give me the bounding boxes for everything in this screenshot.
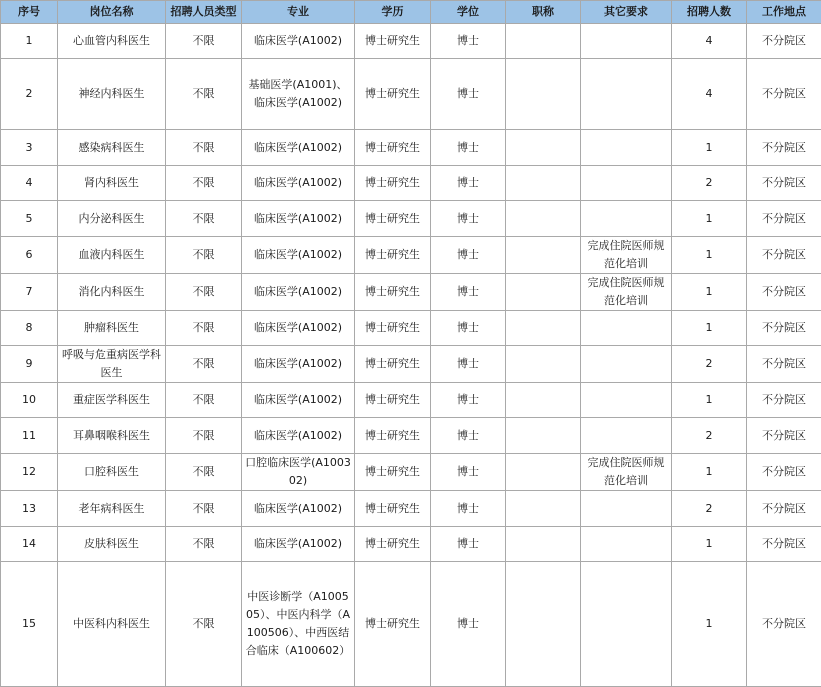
cell-other bbox=[581, 311, 672, 346]
cell-title bbox=[506, 274, 581, 311]
cell-title bbox=[506, 383, 581, 418]
cell-degree: 博士 bbox=[431, 274, 506, 311]
cell-major: 临床医学(A1002) bbox=[242, 418, 355, 454]
cell-type: 不限 bbox=[166, 491, 242, 527]
cell-count: 1 bbox=[672, 562, 747, 687]
cell-degree: 博士 bbox=[431, 166, 506, 201]
cell-major: 临床医学(A1002) bbox=[242, 527, 355, 562]
cell-type: 不限 bbox=[166, 274, 242, 311]
table-row bbox=[1, 527, 821, 562]
cell-major: 临床医学(A1002) bbox=[242, 201, 355, 237]
cell-count: 4 bbox=[672, 24, 747, 59]
col-header-count: 招聘人数 bbox=[672, 1, 747, 24]
cell-major: 基础医学(A1001)、临床医学(A1002) bbox=[242, 59, 355, 130]
cell-education: 博士研究生 bbox=[355, 383, 431, 418]
table-row bbox=[1, 24, 821, 59]
cell-other bbox=[581, 383, 672, 418]
cell-count: 1 bbox=[672, 274, 747, 311]
table-body bbox=[1, 24, 821, 687]
cell-position: 消化内科医生 bbox=[58, 274, 166, 311]
col-header-type: 招聘人员类型 bbox=[166, 1, 242, 24]
cell-other bbox=[581, 527, 672, 562]
cell-no: 11 bbox=[1, 418, 58, 454]
cell-other: 完成住院医师规范化培训 bbox=[581, 274, 672, 311]
col-header-position: 岗位名称 bbox=[58, 1, 166, 24]
cell-no: 14 bbox=[1, 527, 58, 562]
table-row bbox=[1, 346, 821, 383]
cell-position: 内分泌科医生 bbox=[58, 201, 166, 237]
cell-count: 1 bbox=[672, 130, 747, 166]
cell-type: 不限 bbox=[166, 383, 242, 418]
cell-major: 中医诊断学（A100505）、中医内科学（A100506）、中西医结合临床（A100602） bbox=[242, 562, 355, 687]
cell-degree: 博士 bbox=[431, 346, 506, 383]
cell-other bbox=[581, 418, 672, 454]
cell-location: 不分院区 bbox=[747, 454, 821, 491]
cell-location: 不分院区 bbox=[747, 24, 821, 59]
cell-type: 不限 bbox=[166, 311, 242, 346]
cell-education: 博士研究生 bbox=[355, 237, 431, 274]
cell-count: 2 bbox=[672, 418, 747, 454]
cell-location: 不分院区 bbox=[747, 491, 821, 527]
cell-major: 口腔临床医学(A100302) bbox=[242, 454, 355, 491]
cell-education: 博士研究生 bbox=[355, 24, 431, 59]
cell-location: 不分院区 bbox=[747, 311, 821, 346]
col-header-location: 工作地点 bbox=[747, 1, 821, 24]
cell-count: 1 bbox=[672, 237, 747, 274]
cell-degree: 博士 bbox=[431, 24, 506, 59]
cell-other: 完成住院医师规范化培训 bbox=[581, 454, 672, 491]
cell-position: 心血管内科医生 bbox=[58, 24, 166, 59]
cell-major: 临床医学(A1002) bbox=[242, 311, 355, 346]
cell-type: 不限 bbox=[166, 237, 242, 274]
cell-education: 博士研究生 bbox=[355, 59, 431, 130]
cell-other bbox=[581, 562, 672, 687]
cell-title bbox=[506, 130, 581, 166]
cell-title bbox=[506, 59, 581, 130]
cell-count: 1 bbox=[672, 454, 747, 491]
col-header-other: 其它要求 bbox=[581, 1, 672, 24]
cell-education: 博士研究生 bbox=[355, 311, 431, 346]
cell-education: 博士研究生 bbox=[355, 418, 431, 454]
cell-title bbox=[506, 311, 581, 346]
cell-degree: 博士 bbox=[431, 237, 506, 274]
cell-type: 不限 bbox=[166, 346, 242, 383]
cell-position: 重症医学科医生 bbox=[58, 383, 166, 418]
cell-education: 博士研究生 bbox=[355, 527, 431, 562]
cell-education: 博士研究生 bbox=[355, 130, 431, 166]
table-row bbox=[1, 418, 821, 454]
cell-no: 9 bbox=[1, 346, 58, 383]
cell-title bbox=[506, 166, 581, 201]
cell-position: 皮肤科医生 bbox=[58, 527, 166, 562]
cell-degree: 博士 bbox=[431, 383, 506, 418]
cell-position: 耳鼻咽喉科医生 bbox=[58, 418, 166, 454]
col-header-no: 序号 bbox=[1, 1, 58, 24]
cell-count: 2 bbox=[672, 346, 747, 383]
cell-degree: 博士 bbox=[431, 201, 506, 237]
cell-other bbox=[581, 130, 672, 166]
table-row bbox=[1, 311, 821, 346]
cell-major: 临床医学(A1002) bbox=[242, 237, 355, 274]
cell-location: 不分院区 bbox=[747, 418, 821, 454]
cell-degree: 博士 bbox=[431, 491, 506, 527]
cell-type: 不限 bbox=[166, 418, 242, 454]
cell-type: 不限 bbox=[166, 201, 242, 237]
cell-title bbox=[506, 201, 581, 237]
col-header-major: 专业 bbox=[242, 1, 355, 24]
cell-other bbox=[581, 166, 672, 201]
table-row bbox=[1, 491, 821, 527]
cell-title bbox=[506, 346, 581, 383]
cell-degree: 博士 bbox=[431, 59, 506, 130]
cell-education: 博士研究生 bbox=[355, 346, 431, 383]
cell-no: 15 bbox=[1, 562, 58, 687]
cell-major: 临床医学(A1002) bbox=[242, 24, 355, 59]
cell-type: 不限 bbox=[166, 59, 242, 130]
cell-no: 3 bbox=[1, 130, 58, 166]
cell-education: 博士研究生 bbox=[355, 562, 431, 687]
cell-position: 神经内科医生 bbox=[58, 59, 166, 130]
cell-no: 5 bbox=[1, 201, 58, 237]
table-row bbox=[1, 201, 821, 237]
cell-location: 不分院区 bbox=[747, 274, 821, 311]
cell-title bbox=[506, 418, 581, 454]
cell-education: 博士研究生 bbox=[355, 274, 431, 311]
cell-count: 1 bbox=[672, 311, 747, 346]
table-row bbox=[1, 383, 821, 418]
table-row bbox=[1, 59, 821, 130]
cell-degree: 博士 bbox=[431, 418, 506, 454]
cell-no: 13 bbox=[1, 491, 58, 527]
cell-title bbox=[506, 237, 581, 274]
table-row bbox=[1, 130, 821, 166]
cell-other bbox=[581, 346, 672, 383]
cell-count: 1 bbox=[672, 201, 747, 237]
cell-position: 感染病科医生 bbox=[58, 130, 166, 166]
cell-education: 博士研究生 bbox=[355, 491, 431, 527]
cell-location: 不分院区 bbox=[747, 383, 821, 418]
cell-type: 不限 bbox=[166, 454, 242, 491]
cell-degree: 博士 bbox=[431, 527, 506, 562]
cell-title bbox=[506, 491, 581, 527]
cell-position: 血液内科医生 bbox=[58, 237, 166, 274]
cell-count: 1 bbox=[672, 383, 747, 418]
cell-count: 2 bbox=[672, 491, 747, 527]
cell-type: 不限 bbox=[166, 130, 242, 166]
cell-no: 12 bbox=[1, 454, 58, 491]
cell-position: 老年病科医生 bbox=[58, 491, 166, 527]
table-row bbox=[1, 454, 821, 491]
cell-major: 临床医学(A1002) bbox=[242, 166, 355, 201]
cell-no: 7 bbox=[1, 274, 58, 311]
table-row bbox=[1, 274, 821, 311]
cell-education: 博士研究生 bbox=[355, 454, 431, 491]
col-header-degree: 学位 bbox=[431, 1, 506, 24]
table-row bbox=[1, 562, 821, 687]
cell-location: 不分院区 bbox=[747, 59, 821, 130]
cell-major: 临床医学(A1002) bbox=[242, 491, 355, 527]
col-header-education: 学历 bbox=[355, 1, 431, 24]
cell-count: 1 bbox=[672, 527, 747, 562]
cell-degree: 博士 bbox=[431, 130, 506, 166]
cell-other bbox=[581, 59, 672, 130]
cell-count: 2 bbox=[672, 166, 747, 201]
cell-major: 临床医学(A1002) bbox=[242, 274, 355, 311]
cell-education: 博士研究生 bbox=[355, 201, 431, 237]
cell-no: 8 bbox=[1, 311, 58, 346]
cell-type: 不限 bbox=[166, 166, 242, 201]
table-row bbox=[1, 237, 821, 274]
cell-location: 不分院区 bbox=[747, 237, 821, 274]
cell-type: 不限 bbox=[166, 527, 242, 562]
header-row bbox=[1, 1, 821, 24]
cell-major: 临床医学(A1002) bbox=[242, 346, 355, 383]
cell-location: 不分院区 bbox=[747, 201, 821, 237]
table-row bbox=[1, 166, 821, 201]
cell-other bbox=[581, 491, 672, 527]
cell-location: 不分院区 bbox=[747, 527, 821, 562]
cell-other bbox=[581, 24, 672, 59]
cell-position: 肿瘤科医生 bbox=[58, 311, 166, 346]
cell-degree: 博士 bbox=[431, 454, 506, 491]
cell-other: 完成住院医师规范化培训 bbox=[581, 237, 672, 274]
cell-no: 4 bbox=[1, 166, 58, 201]
col-header-title: 职称 bbox=[506, 1, 581, 24]
cell-location: 不分院区 bbox=[747, 346, 821, 383]
cell-type: 不限 bbox=[166, 24, 242, 59]
cell-position: 肾内科医生 bbox=[58, 166, 166, 201]
cell-no: 1 bbox=[1, 24, 58, 59]
cell-education: 博士研究生 bbox=[355, 166, 431, 201]
cell-major: 临床医学(A1002) bbox=[242, 130, 355, 166]
cell-position: 口腔科医生 bbox=[58, 454, 166, 491]
cell-title bbox=[506, 527, 581, 562]
cell-count: 4 bbox=[672, 59, 747, 130]
cell-degree: 博士 bbox=[431, 311, 506, 346]
cell-major: 临床医学(A1002) bbox=[242, 383, 355, 418]
cell-title bbox=[506, 24, 581, 59]
cell-position: 呼吸与危重病医学科医生 bbox=[58, 346, 166, 383]
cell-no: 10 bbox=[1, 383, 58, 418]
cell-location: 不分院区 bbox=[747, 166, 821, 201]
cell-location: 不分院区 bbox=[747, 562, 821, 687]
cell-type: 不限 bbox=[166, 562, 242, 687]
cell-position: 中医科内科医生 bbox=[58, 562, 166, 687]
cell-no: 6 bbox=[1, 237, 58, 274]
cell-title bbox=[506, 562, 581, 687]
cell-location: 不分院区 bbox=[747, 130, 821, 166]
cell-no: 2 bbox=[1, 59, 58, 130]
cell-degree: 博士 bbox=[431, 562, 506, 687]
cell-other bbox=[581, 201, 672, 237]
cell-title bbox=[506, 454, 581, 491]
